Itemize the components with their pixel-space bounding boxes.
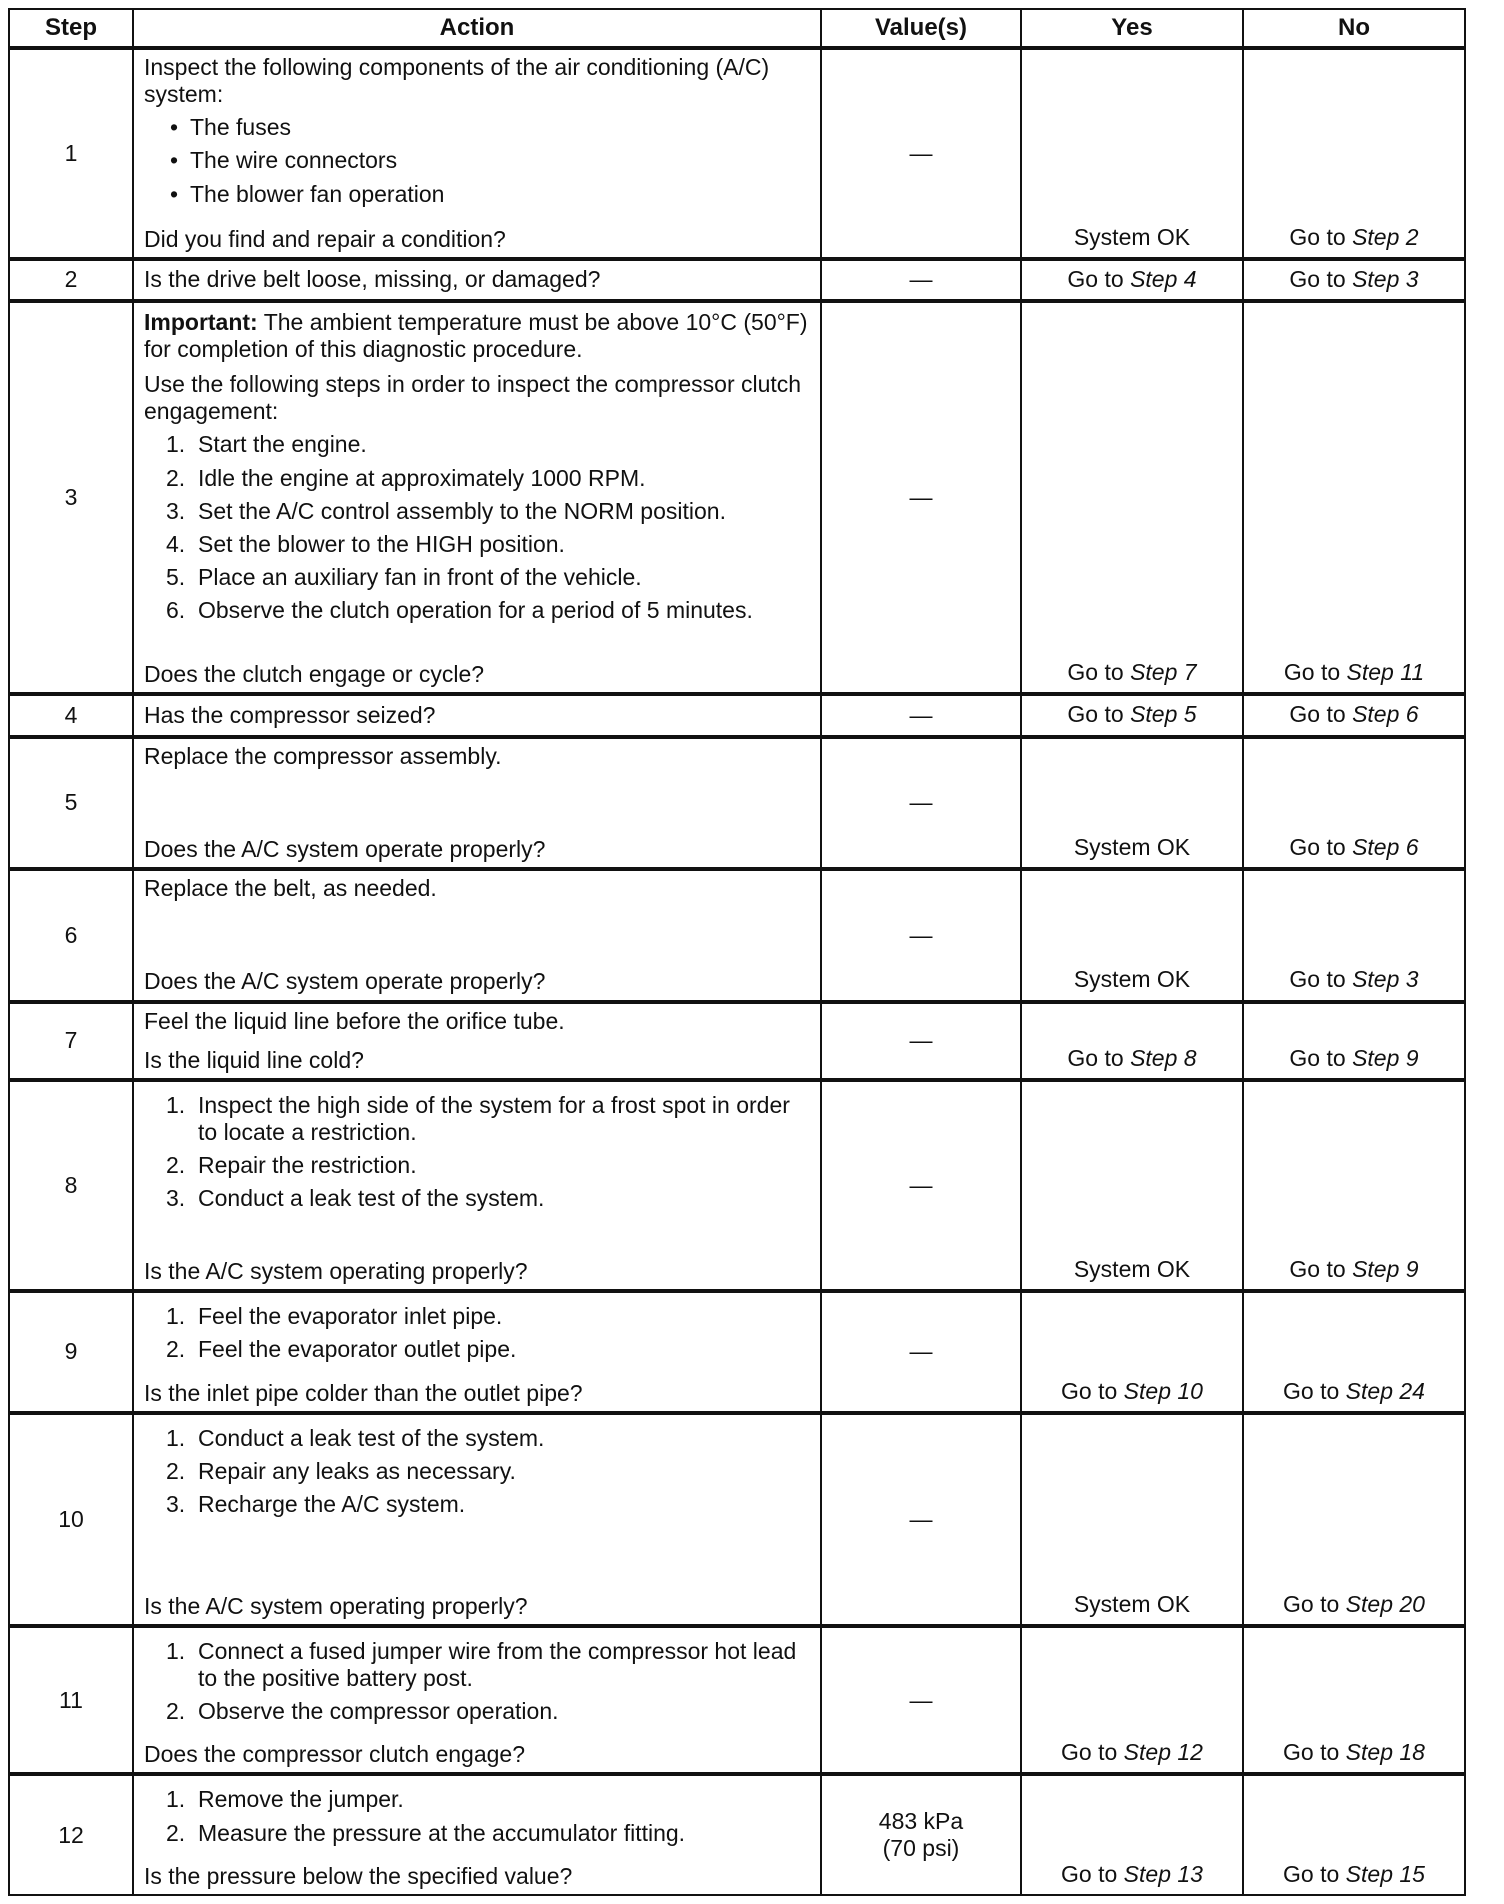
no-cell — [1243, 1291, 1465, 1413]
action-intro: Feel the liquid line before the orifice tube. — [144, 1007, 565, 1034]
action-question: Does the compressor clutch engage? — [144, 1741, 525, 1768]
action-question: Does the clutch engage or cycle? — [144, 661, 485, 688]
yes-text: Go to — [1061, 1739, 1124, 1766]
numbered-list — [144, 431, 810, 624]
list-number: 6. — [166, 597, 186, 624]
step-number: 10 — [9, 1413, 133, 1626]
list-text: Inspect the high side of the system for a frost spot in order to locate a restriction. — [198, 1091, 790, 1145]
table-row — [9, 48, 1465, 259]
list-number: 1. — [166, 1091, 186, 1118]
no-step-ref: Step 9 — [1352, 1255, 1419, 1282]
no-step-ref: Step 9 — [1352, 1044, 1419, 1071]
yes-step-ref: Step 4 — [1130, 265, 1197, 292]
value-cell: — — [821, 1291, 1021, 1413]
action-cell — [133, 1002, 821, 1080]
list-number: 3. — [166, 1491, 186, 1518]
action-intro: Replace the belt, as needed. — [144, 875, 437, 902]
no-text: Go to — [1289, 265, 1353, 292]
action-cell — [133, 1626, 821, 1775]
no-text: Go to — [1289, 833, 1353, 860]
step-number: 9 — [9, 1291, 133, 1413]
list-item — [166, 1458, 810, 1485]
no-cell — [1243, 1413, 1465, 1626]
value-cell: — — [821, 1002, 1021, 1080]
list-item — [166, 597, 810, 624]
yes-step-ref: Step 7 — [1130, 659, 1197, 686]
list-text: Recharge the A/C system. — [198, 1491, 466, 1518]
table-row — [9, 737, 1465, 870]
header-step: Step — [9, 9, 133, 48]
no-cell — [1243, 694, 1465, 736]
yes-text: System OK — [1073, 223, 1191, 250]
list-item — [166, 1092, 810, 1146]
table-row — [9, 1002, 1465, 1080]
yes-text: System OK — [1073, 1590, 1191, 1617]
value-cell: — — [821, 1080, 1021, 1291]
list-number: 2. — [166, 464, 186, 491]
list-text: Observe the compressor operation. — [198, 1698, 559, 1725]
list-text: Feel the evaporator inlet pipe. — [198, 1302, 503, 1329]
yes-cell — [1021, 1002, 1243, 1080]
no-step-ref: Step 15 — [1345, 1860, 1425, 1887]
action-question: Is the A/C system operating properly? — [144, 1257, 528, 1284]
list-text: Repair the restriction. — [198, 1152, 417, 1179]
no-step-ref: Step 18 — [1345, 1739, 1425, 1766]
no-text: Go to — [1289, 1255, 1353, 1282]
value-metric: 483 kPa — [878, 1808, 964, 1835]
yes-cell — [1021, 259, 1243, 301]
important-label: Important: — [144, 308, 258, 335]
no-step-ref: Step 20 — [1345, 1590, 1425, 1617]
list-text: Repair any leaks as necessary. — [198, 1458, 516, 1485]
list-item — [166, 1425, 810, 1452]
action-intro: Inspect the following components of the air conditioning (A/C) system: — [144, 54, 770, 108]
no-cell — [1243, 301, 1465, 694]
action-intro: Replace the compressor assembly. — [144, 742, 502, 769]
value-cell: — — [821, 48, 1021, 259]
list-item — [166, 1152, 810, 1179]
no-step-ref: Step 6 — [1352, 701, 1419, 728]
list-number: 3. — [166, 1185, 186, 1212]
value-cell: — — [821, 694, 1021, 736]
yes-text: Go to — [1061, 1860, 1124, 1887]
bullet-list — [144, 114, 810, 207]
list-number: 3. — [166, 497, 186, 524]
numbered-list — [144, 1786, 810, 1846]
numbered-list — [144, 1638, 810, 1725]
list-item — [166, 1820, 810, 1847]
yes-step-ref: Step 8 — [1130, 1044, 1197, 1071]
action-question: Does the A/C system operate properly? — [144, 835, 546, 862]
list-number: 1. — [166, 1786, 186, 1813]
table-row — [9, 1626, 1465, 1775]
no-text: Go to — [1283, 1378, 1346, 1404]
list-item — [166, 531, 810, 558]
no-step-ref: Step 3 — [1352, 966, 1419, 993]
yes-cell — [1021, 694, 1243, 736]
value-cell — [821, 1774, 1021, 1895]
list-item — [166, 564, 810, 591]
action-cell — [133, 737, 821, 870]
value-cell: — — [821, 869, 1021, 1002]
step-number: 3 — [9, 301, 133, 694]
list-number: 1. — [166, 1302, 186, 1329]
no-step-ref: Step 2 — [1352, 223, 1419, 250]
value-cell: — — [821, 1626, 1021, 1775]
table-row — [9, 1291, 1465, 1413]
table-row — [9, 259, 1465, 301]
list-number: 1. — [166, 431, 186, 458]
action-cell — [133, 1413, 821, 1626]
no-text: Go to — [1283, 1739, 1346, 1766]
header-yes: Yes — [1021, 9, 1243, 48]
list-text: Idle the engine at approximately 1000 RPM. — [198, 464, 646, 491]
list-text: Start the engine. — [198, 431, 367, 458]
action-question: Is the A/C system operating properly? — [144, 1592, 528, 1619]
no-text: Go to — [1289, 223, 1353, 250]
list-number: 2. — [166, 1698, 186, 1725]
important-note — [144, 309, 810, 363]
no-text: Go to — [1283, 1590, 1346, 1617]
no-step-ref: Step 6 — [1352, 833, 1419, 860]
list-number: 5. — [166, 563, 186, 590]
yes-text: Go to — [1067, 1044, 1131, 1071]
action-cell — [133, 1291, 821, 1413]
step-number: 2 — [9, 259, 133, 301]
yes-text: System OK — [1073, 966, 1191, 993]
list-item — [166, 431, 810, 458]
action-cell — [133, 48, 821, 259]
yes-text: System OK — [1073, 1255, 1191, 1282]
list-number: 1. — [166, 1425, 186, 1452]
yes-step-ref: Step 12 — [1123, 1739, 1203, 1766]
numbered-list — [144, 1425, 810, 1518]
action-question: Does the A/C system operate properly? — [144, 968, 546, 995]
yes-text: System OK — [1073, 833, 1191, 860]
action-cell — [133, 301, 821, 694]
no-text: Go to — [1289, 701, 1353, 728]
action-intro: Use the following steps in order to inspect the compressor clutch engagement: — [144, 371, 802, 425]
list-number: 1. — [166, 1637, 186, 1664]
yes-cell — [1021, 1413, 1243, 1626]
list-text: Observe the clutch operation for a period of 5 minutes. — [198, 597, 753, 624]
yes-text: Go to — [1067, 659, 1131, 686]
list-text: Place an auxiliary fan in front of the vehicle. — [198, 563, 642, 590]
value-cell: — — [821, 1413, 1021, 1626]
table-row — [9, 869, 1465, 1002]
bullet-item: • The fuses — [170, 114, 810, 141]
action-cell — [133, 1080, 821, 1291]
header-action: Action — [133, 9, 821, 48]
no-cell — [1243, 48, 1465, 259]
step-number: 11 — [9, 1626, 133, 1775]
no-text: Go to — [1289, 1044, 1353, 1071]
no-cell — [1243, 1774, 1465, 1895]
list-text: Connect a fused jumper wire from the compressor hot lead to the positive battery post. — [198, 1637, 797, 1692]
list-text: Measure the pressure at the accumulator fitting. — [198, 1819, 686, 1846]
yes-cell — [1021, 48, 1243, 259]
table-row — [9, 1080, 1465, 1291]
no-cell — [1243, 737, 1465, 870]
list-text: Conduct a leak test of the system. — [198, 1425, 545, 1452]
list-item — [166, 1698, 810, 1725]
step-number: 6 — [9, 869, 133, 1002]
no-step-ref: Step 3 — [1352, 265, 1419, 292]
list-item — [166, 1303, 810, 1330]
no-cell — [1243, 259, 1465, 301]
list-item — [166, 1491, 810, 1518]
list-text: Set the blower to the HIGH position. — [198, 530, 565, 557]
table-row — [9, 1774, 1465, 1895]
table-row — [9, 694, 1465, 736]
no-cell — [1243, 1080, 1465, 1291]
list-item — [166, 465, 810, 492]
list-item — [166, 1638, 810, 1692]
action-question: Has the compressor seized? — [144, 701, 436, 728]
bullet-item: • The blower fan operation — [170, 181, 810, 208]
list-number: 2. — [166, 1819, 186, 1846]
value-cell: — — [821, 737, 1021, 870]
no-text: Go to — [1289, 966, 1353, 993]
yes-text: Go to — [1061, 1378, 1124, 1404]
table-row — [9, 1413, 1465, 1626]
action-question: Is the pressure below the specified value? — [144, 1862, 573, 1889]
yes-step-ref: Step 13 — [1123, 1860, 1203, 1887]
no-text: Go to — [1283, 659, 1347, 686]
no-cell — [1243, 1002, 1465, 1080]
list-item — [166, 1786, 810, 1813]
no-step-ref: Step 24 — [1345, 1378, 1425, 1404]
header-row — [9, 9, 1465, 48]
no-cell — [1243, 1626, 1465, 1775]
table-row — [9, 301, 1465, 694]
value-imperial: (70 psi) — [882, 1835, 960, 1862]
no-step-ref: Step 11 — [1346, 659, 1425, 686]
list-number: 2. — [166, 1458, 186, 1485]
action-cell — [133, 694, 821, 736]
list-text: Set the A/C control assembly to the NORM position. — [198, 497, 726, 524]
list-item — [166, 1336, 810, 1363]
yes-cell — [1021, 737, 1243, 870]
yes-text: Go to — [1067, 265, 1131, 292]
important-text: The ambient temperature must be above 10°C (50°F) for completion of this diagnostic procedure. — [144, 308, 808, 363]
list-item — [166, 1185, 810, 1212]
numbered-list — [144, 1303, 810, 1363]
action-cell — [133, 869, 821, 1002]
yes-cell — [1021, 301, 1243, 694]
list-number: 4. — [166, 530, 186, 557]
no-text: Go to — [1283, 1860, 1346, 1887]
yes-cell — [1021, 1080, 1243, 1291]
list-text: Feel the evaporator outlet pipe. — [198, 1335, 517, 1362]
action-cell — [133, 259, 821, 301]
header-value: Value(s) — [821, 9, 1021, 48]
action-question: Did you find and repair a condition? — [144, 225, 506, 252]
numbered-list — [144, 1092, 810, 1213]
list-number: 2. — [166, 1152, 186, 1179]
action-cell — [133, 1774, 821, 1895]
list-text: Conduct a leak test of the system. — [198, 1185, 545, 1212]
yes-step-ref: Step 10 — [1123, 1378, 1203, 1404]
bullet-item: • The wire connectors — [170, 147, 810, 174]
yes-step-ref: Step 5 — [1130, 701, 1197, 728]
step-number: 7 — [9, 1002, 133, 1080]
diagnostic-table — [8, 8, 1466, 1896]
action-question: Is the drive belt loose, missing, or damaged? — [144, 266, 601, 293]
step-number: 12 — [9, 1774, 133, 1895]
step-number: 1 — [9, 48, 133, 259]
step-number: 4 — [9, 694, 133, 736]
yes-text: Go to — [1067, 701, 1131, 728]
list-number: 2. — [166, 1335, 186, 1362]
yes-cell — [1021, 1291, 1243, 1413]
list-text: Remove the jumper. — [198, 1786, 404, 1813]
yes-cell — [1021, 1774, 1243, 1895]
header-no: No — [1243, 9, 1465, 48]
value-cell: — — [821, 259, 1021, 301]
action-question: Is the liquid line cold? — [144, 1046, 364, 1073]
no-cell — [1243, 869, 1465, 1002]
list-item — [166, 498, 810, 525]
yes-cell — [1021, 869, 1243, 1002]
action-question: Is the inlet pipe colder than the outlet pipe? — [144, 1380, 583, 1406]
step-number: 5 — [9, 737, 133, 870]
yes-cell — [1021, 1626, 1243, 1775]
step-number: 8 — [9, 1080, 133, 1291]
value-cell: — — [821, 301, 1021, 694]
